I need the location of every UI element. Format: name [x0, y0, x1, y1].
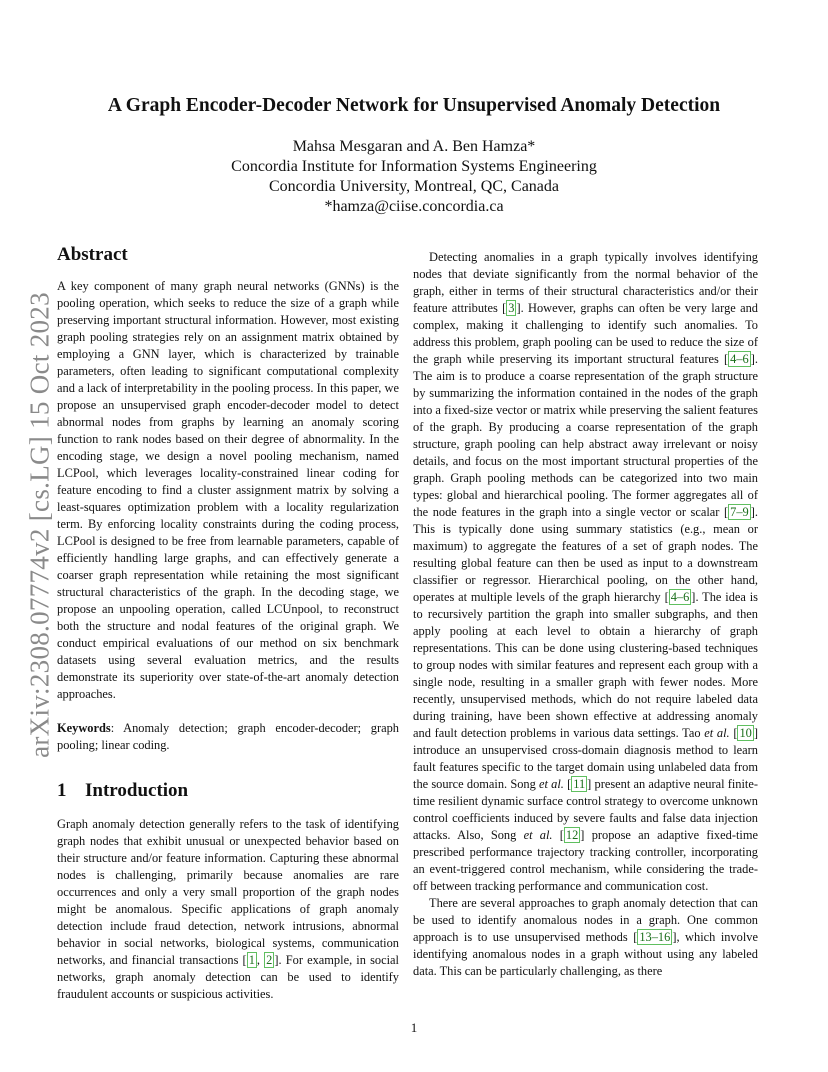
abstract-heading: Abstract: [57, 244, 128, 265]
intro-text: . For example, in social networks, graph anomaly detection can be used to identify fraudulent accounts or suspicious activities.: [57, 953, 400, 1001]
arxiv-watermark: [22, 290, 58, 760]
paper-title: A Graph Encoder-Decoder Network for Unsupervised Anomaly Detection: [107, 95, 721, 116]
author-block: [0, 137, 828, 217]
section-title: Introduction: [85, 780, 189, 801]
citation-link[interactable]: 2: [266, 953, 273, 967]
body-text: Detecting anomalies in a graph typically involves identifying nodes that deviate significantly from the normal behavior of the graph, either in terms of their structural characteristics and/or their feature attributes: [413, 250, 758, 315]
body-text: present an adaptive neural finite-time resilient dynamic surface control strategy to overcome unknown control coefficients induced by severe faults and false data injection attacks. Also, Song: [413, 777, 758, 842]
citation-link[interactable]: 11: [573, 777, 586, 791]
et-al: et al.: [539, 777, 564, 791]
et-al: et al.: [523, 828, 553, 842]
author-names: Mahsa Mesgaran and A. Ben Hamza*: [292, 138, 536, 155]
et-al: et al.: [704, 726, 730, 740]
body-paragraph: There are several approaches to graph anomaly detection that can be used to identify anomalous nodes in a graph. One common approach is to use unsupervised methods [ 13–16 ], which involve identifying anomalous nodes in a graph without using any labeled data. This can be particularly challenging, as there: [413, 896, 758, 978]
section-heading-introduction: [57, 780, 188, 802]
keywords: [57, 720, 399, 754]
citation-link[interactable]: 4–6: [730, 352, 749, 366]
body-text: . This is typically done using summary statistics (e.g., mean or maximum) to aggregate the features of a set of graph nodes. The resulting global feature can then be used as input to a downstream classifier or regressor. Hierarchical pooling, on the other hand, operates at multiple levels of the graph hierarchy: [413, 505, 758, 604]
body-text: . The idea is to recursively partition the graph into smaller subgraphs, and then apply pooling at each level to obtain a hierarchy of graph representations. This can be done using clustering-based techniques to group nodes with similar features and represent each group with a single node, resulting in a smaller graph with fewer nodes. More recently, unsupervised methods, which do not require labeled data during training, have been shown effective at addressing anomaly and fault detection problems in various data settings. Tao: [413, 590, 758, 740]
author-institute: Concordia Institute for Information Systems Engineering: [231, 158, 597, 175]
body-text: introduce an unsupervised cross-domain diagnosis method to learn fault features specific to the target domain using unlabeled data from the source domain. Song: [413, 743, 758, 791]
body-text: There are several approaches to graph anomaly detection that can be used to identify anomalous nodes in a graph. One common approach is to use unsupervised methods: [413, 896, 758, 944]
intro-text: Graph anomaly detection generally refers to the task of identifying graph nodes that exhibit unusual or unexpected behavior based on their structure and/or feature information. Capturing these abnormal nodes is challenging, primarily because anomalies are rare occurrences and only a very small proportion of the graph nodes might be anomalous. Specific applications of graph anomaly detection include fraud detection, network intrusions, abnormal behavior in social networks, biological systems, communication networks, and financial transactions: [57, 817, 399, 967]
page-number: 1: [410, 1020, 418, 1035]
citation-link[interactable]: 7–9: [730, 505, 749, 519]
right-column: [413, 249, 758, 980]
citation-link[interactable]: 13–16: [639, 930, 671, 944]
body-text: . However, graphs can often be very large and complex, making it challenging to identify such anomalies. To address this problem, graph pooling can be used to reduce the size of the graph while preserving its important structural features: [413, 301, 758, 366]
author-university: Concordia University, Montreal, QC, Canada: [268, 178, 559, 195]
citation-link[interactable]: 4–6: [670, 590, 690, 604]
keywords-text: : Anomaly detection; graph encoder-decoder; graph pooling; linear coding.: [57, 721, 399, 752]
body-text: propose an adaptive fixed-time prescribed performance trajectory tracking controller, incorporating an event-triggered control mechanism, while considering the trade-off between tracking performance and communication cost.: [413, 828, 758, 893]
body-text: . The aim is to produce a coarse representation of the graph structure by summarizing the information contained in the nodes of the graph into a fixed-size vector or matrix while preserving the salient features of the graph. By producing a coarse representation of the graph structure, graph pooling can help abstract away irrelevant or noisy details, and focus on the most important structural properties of the graph. Graph pooling methods can be categorized into two main types: global and hierarchical pooling. The former aggregates all of the node features in the graph into a single vector or scalar: [413, 352, 758, 519]
author-email: *hamza@ciise.concordia.ca: [324, 198, 504, 215]
arxiv-id: arXiv:2308.07774v2 [cs.LG] 15 Oct 2023: [24, 292, 55, 758]
section-number: 1: [57, 780, 67, 801]
citation-link[interactable]: 12: [565, 828, 579, 842]
citation-link[interactable]: 10: [739, 726, 752, 740]
citation-link[interactable]: 1: [248, 953, 255, 967]
introduction-paragraph: Graph anomaly detection generally refers to the task of identifying graph nodes that exhibit unusual or unexpected behavior based on their structure and/or feature information. Capturing these abnormal nodes is challenging, primarily because anomalies are rare occurrences and only a very small proportion of the graph nodes might be anomalous. Specific applications of graph anomaly detection include fraud detection, network intrusions, abnormal behavior in social networks, biological systems, communication networks, and financial transactions [ 1 , 2 ]. For example, in social networks, graph anomaly detection can be used to identify fraudulent accounts or suspicious activities.: [57, 817, 400, 1001]
abstract-text: A key component of many graph neural networks (GNNs) is the pooling operation, which seeks to reduce the size of a graph while preserving important structural information. However, most existing graph pooling strategies rely on an assignment matrix obtained by employing a GNN layer, which is characterized by trainable parameters, often leading to significant computational complexity and a lack of interpretability in the pooling process. In this paper, we propose an unsupervised graph encoder-decoder model to detect abnormal nodes from graphs by learning an anomaly scoring function to rank nodes based on their degree of abnormality. In the encoding stage, we design a novel pooling mechanism, named LCPool, which leverages locality-constrained linear coding for feature encoding to find a cluster assignment matrix by solving a least-squares optimization problem with a locality regularization term. By enforcing locality constraints during the coding process, LCPool is designed to be free from learnable parameters, capable of efficiently handling large graphs, and can effectively generate a coarser graph representation while retaining the most significant structural characteristics of the graph. In the decoding stage, we propose an unpooling operation, called LCUnpool, to reconstruct both the structure and nodal features of the original graph. We conduct empirical evaluations of our method on six benchmark datasets using several evaluation metrics, and the results demonstrate its superiority over state-of-the-art anomaly detection approaches.: [57, 279, 399, 701]
body-paragraph: Detecting anomalies in a graph typically involves identifying nodes that deviate significantly from the normal behavior of the graph, either in terms of their structural characteristics and/or their feature attributes [ 3 ]. However, graphs can often be very large and complex, making it challenging to identify such anomalies. To address this problem, graph pooling can be used to reduce the size of the graph while preserving its important structural features [ 4–6 ]. The aim is to produce a coarse representation of the graph structure by summarizing the information contained in the nodes of the graph into a fixed-size vector or matrix while preserving the salient features of the graph. By producing a coarse representation of the graph structure, graph pooling can help abstract away irrelevant or noisy details, and focus on the most important structural properties of the graph. Graph pooling methods can be categorized into two main types: global and hierarchical pooling. The former aggregates all of the node features in the graph into a single vector or scalar [ 7–9 ]. This is typically done using summary statistics (e.g., mean or maximum) to aggregate the features of a set of graph nodes. The resulting global feature can then be used as input to a downstream classifier or regressor. Hierarchical pooling, on the other hand, operates at multiple levels of the graph hierarchy [ 4–6 ]. The idea is to recursively partition the graph into smaller subgraphs, and then apply pooling at each level to obtain a hierarchy of graph representations. This can be done using clustering-based techniques to group nodes with similar features and represent each group with a single node, resulting in a smaller graph with fewer nodes. More recently, unsupervised methods, which do not require labeled data during training, have been shown effective at addressing anomaly and fault detection problems in various data settings. Tao et al. [ 10 ] introduce an unsupervised cross-domain diagnosis method to learn fault features specific to the target domain using unlabeled data from the source domain. Song et al. [ 11 ] present an adaptive neural finite-time resilient dynamic surface control strategy to overcome unknown control coefficients induced by severe faults and false data injection attacks. Also, Song et al. [ 12 ] propose an adaptive fixed-time prescribed performance trajectory tracking controller, incorporating an event-triggered control mechanism, while considering the trade-off between tracking performance and communication cost.: [413, 250, 758, 893]
keywords-label: Keywords: [57, 721, 111, 735]
citation-link[interactable]: 3: [508, 301, 515, 315]
body-text: , which involve identifying anomalous nodes in a graph without using any labeled data. This can be particularly challenging, as there: [413, 930, 758, 978]
